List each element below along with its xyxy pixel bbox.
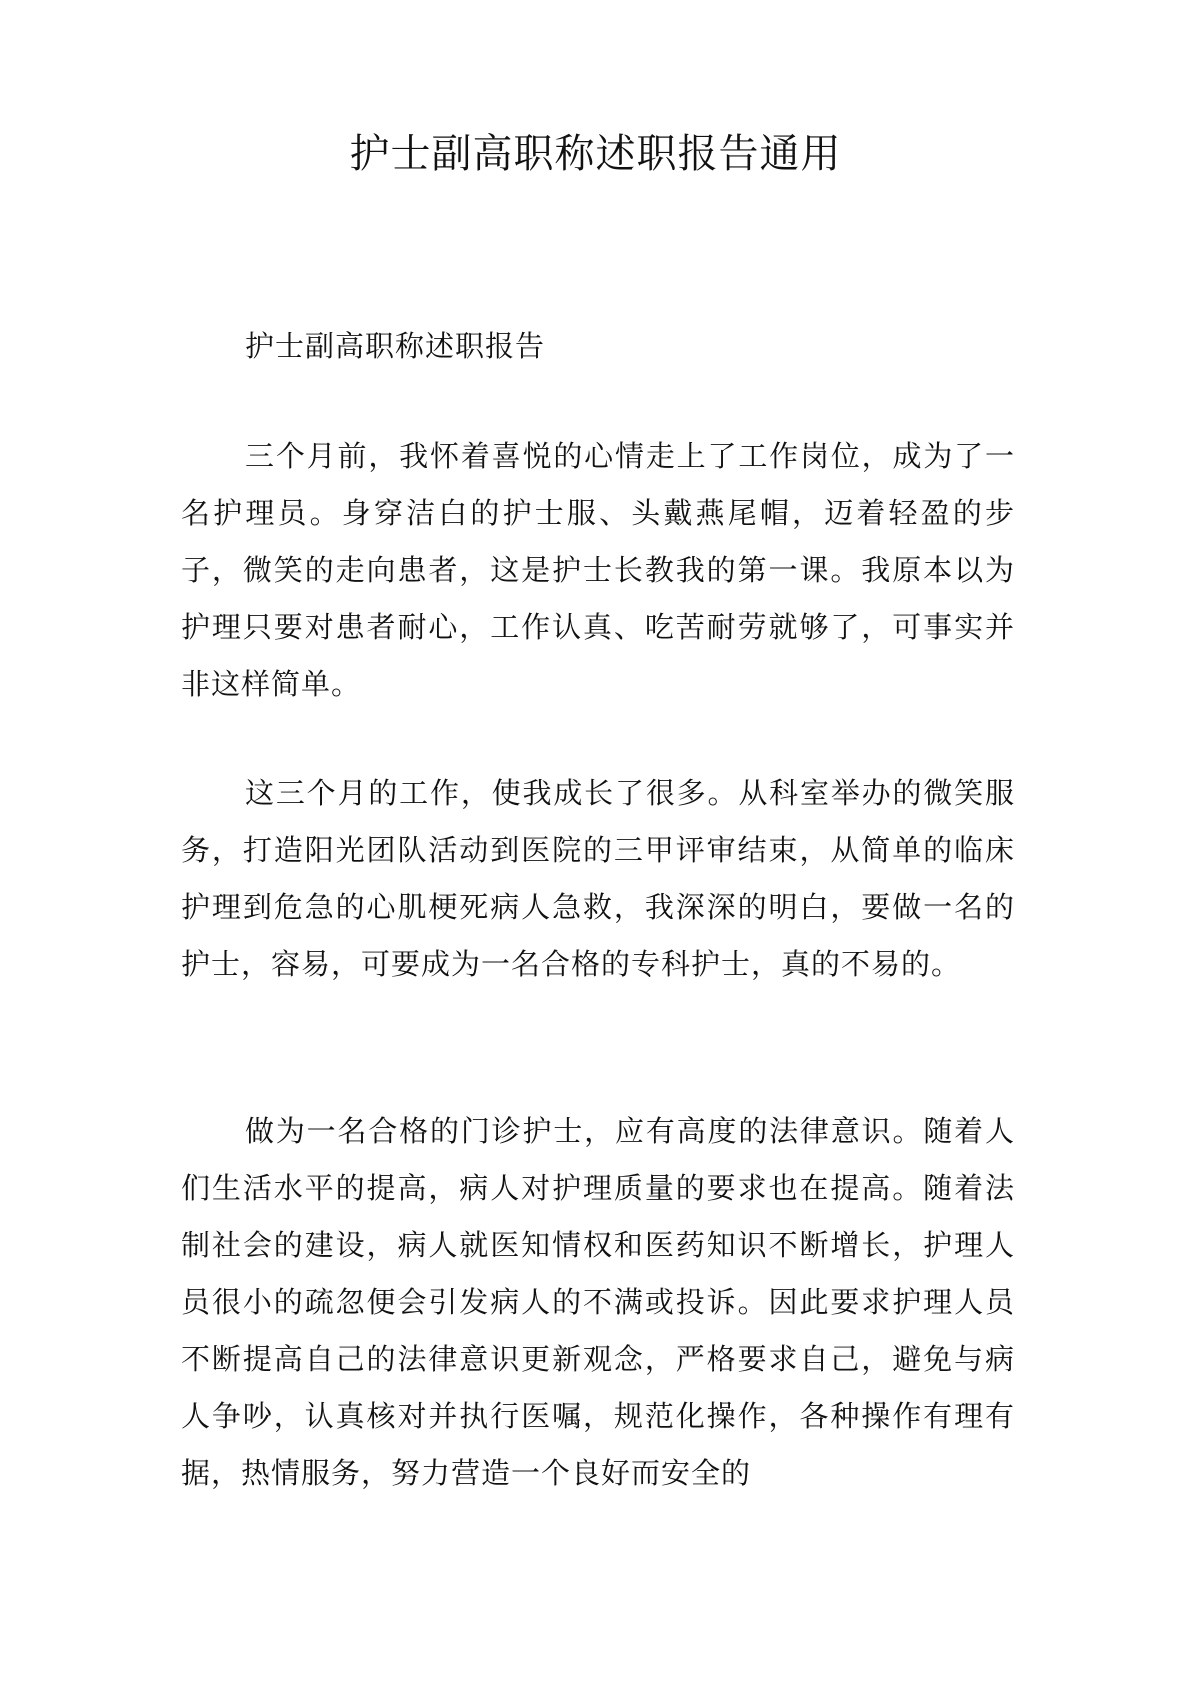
paragraph-3: 做为一名合格的门诊护士，应有高度的法律意识。随着人们生活水平的提高，病人对护理质量的要求也在提高。随着法制社会的建设，病人就医知情权和医药知识不断增长，护理人员很小的疏忽便会引发病人的不满或投诉。因此要求护理人员不断提高自己的法律意识更新观念，严格要求自己，避免与病人争吵，认真核对并执行医嘱，规范化操作，各种操作有理有据，热情服务，努力营造一个良好而安全的 <box>181 1114 1015 1490</box>
paragraph-2: 这三个月的工作，使我成长了很多。从科室举办的微笑服务，打造阳光团队活动到医院的三甲评审结束，从简单的临床护理到危急的心肌梗死病人急救，我深深的明白，要做一名的护士，容易，可要成为一名合格的专科护士，真的不易的。 <box>181 776 1015 981</box>
paragraph-1: 三个月前，我怀着喜悦的心情走上了工作岗位，成为了一名护理员。身穿洁白的护士服、头戴燕尾帽，迈着轻盈的步子，微笑的走向患者，这是护士长教我的第一课。我原本以为护理只要对患者耐心，工作认真、吃苦耐劳就够了，可事实并非这样简单。 <box>181 439 1015 701</box>
document-subtitle: 护士副高职称述职报告 <box>245 329 546 363</box>
document-title: 护士副高职称述职报告通用 <box>349 131 842 177</box>
